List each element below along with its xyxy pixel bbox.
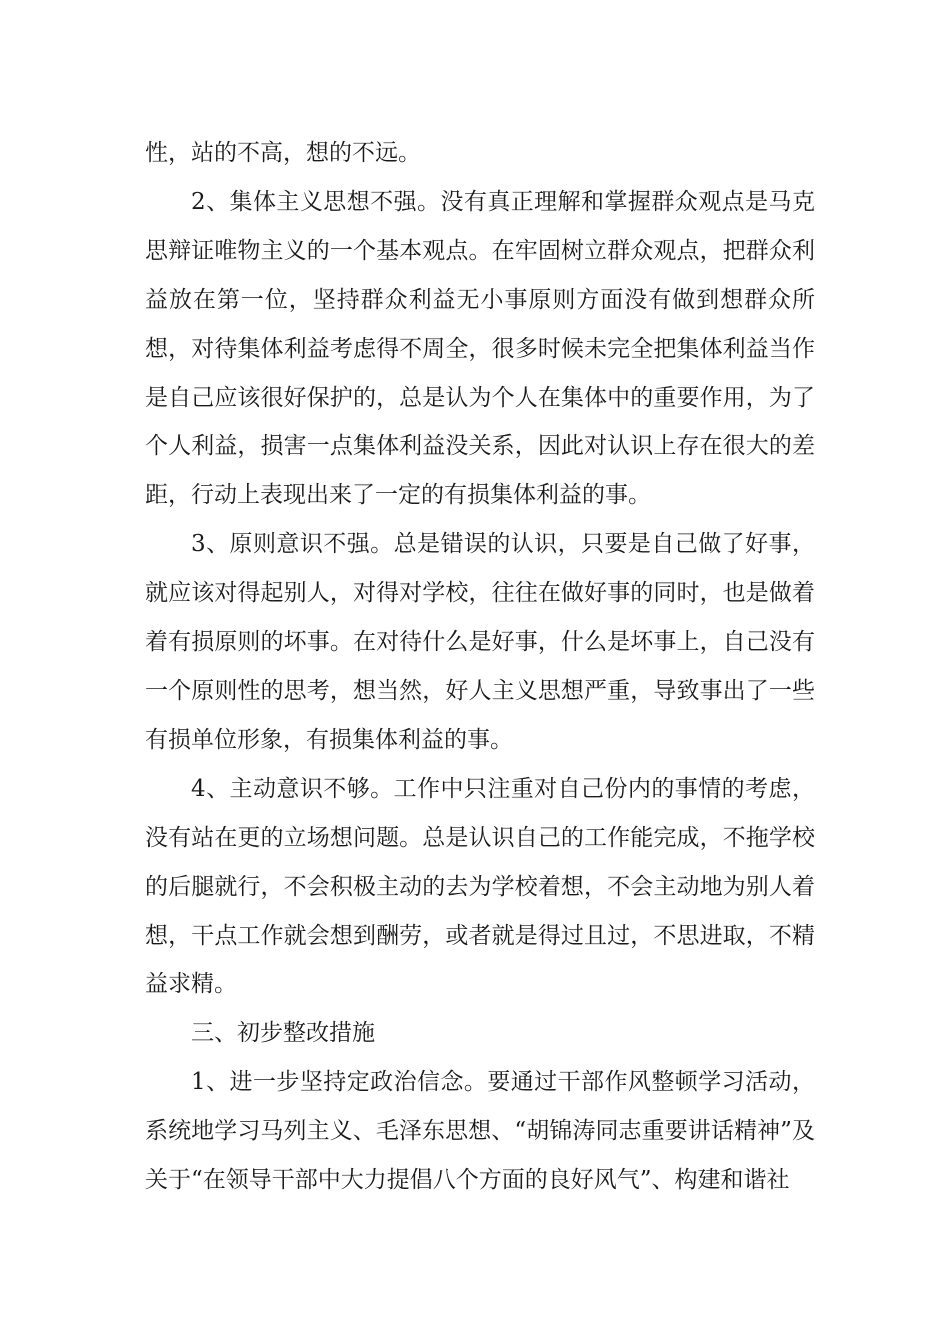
document-body	[145, 129, 815, 1205]
section-heading: 三、初步整改措施	[191, 1020, 375, 1047]
paragraph-initiative: 4、主动意识不够。工作中只注重对自己份内的事情的考虑，没有站在更的立场想问题。总是认识自己的工作能完成，不拖学校的后腿就行，不会积极主动的去为学校着想，不会主动地为别人着想，干点工作就会想到酬劳，或者就是得过且过，不思进取，不精益求精。	[145, 775, 815, 998]
paragraph-collectivism: 2、集体主义思想不强。没有真正理解和掌握群众观点是马克思辩证唯物主义的一个基本观点。在牢固树立群众观点，把群众利益放在第一位，坚持群众利益无小事原则方面没有做到想群众所想，对待集体利益考虑得不周全，很多时候未完全把集体利益当作是自己应该很好保护的，总是认为个人在集体中的重要作用，为了个人利益，损害一点集体利益没关系，因此对认识上存在很大的差距，行动上表现出来了一定的有损集体利益的事。	[145, 188, 815, 509]
paragraph-continuation: 性，站的不高，想的不远。	[145, 140, 421, 166]
paragraph-political-belief: 1、进一步坚持定政治信念。要通过干部作风整顿学习活动，系统地学习马列主义、毛泽东思想、“胡锦涛同志重要讲话精神”及关于“在领导干部中大力提倡八个方面的良好风气”、构建和谐社	[145, 1069, 815, 1194]
paragraph-principle: 3、原则意识不强。总是错误的认识，只要是自己做了好事，就应该对得起别人，对得对学校，往往在做好事的同时，也是做着着有损原则的坏事。在对待什么是好事，什么是坏事上，自己没有一个原则性的思考，想当然，好人主义思想严重，导致事出了一些有损单位形象，有损集体利益的事。	[145, 531, 815, 753]
